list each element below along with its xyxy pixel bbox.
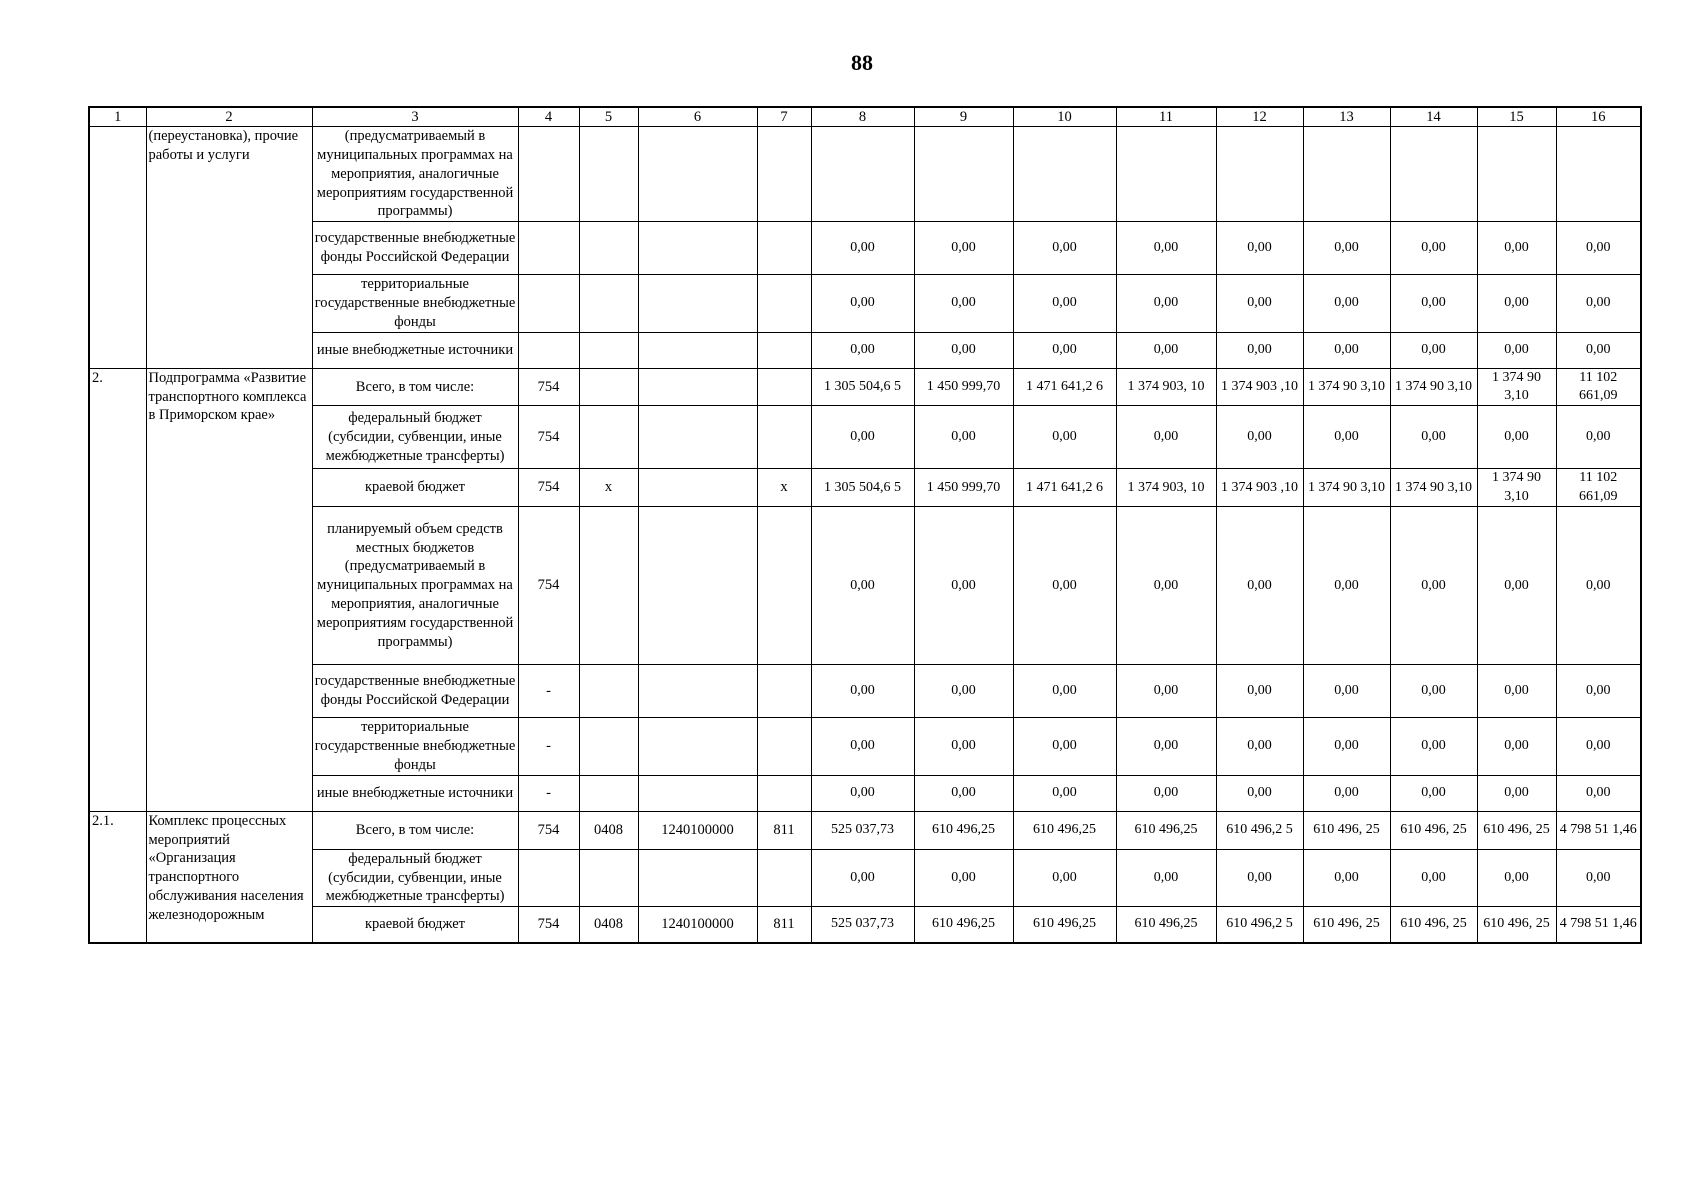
subprogram-name: Подпрограмма «Развитие транспортного комплекса в Приморском крае» — [146, 368, 312, 811]
table-row — [89, 507, 1641, 665]
value-cell: 0,00 — [811, 718, 914, 776]
target-code — [638, 718, 757, 776]
ministry-code: 754 — [518, 368, 579, 405]
expense-type-code — [757, 368, 811, 405]
expense-type-code: 811 — [757, 907, 811, 943]
target-code — [638, 849, 757, 907]
section-code — [579, 406, 638, 469]
value-cell: 0,00 — [914, 849, 1013, 907]
value-cell: 0,00 — [811, 849, 914, 907]
code-cell — [757, 127, 811, 222]
section-code — [579, 507, 638, 665]
funding-source: краевой бюджет — [312, 469, 518, 507]
value-cell — [914, 127, 1013, 222]
value-cell: 0,00 — [914, 222, 1013, 275]
target-code — [638, 507, 757, 665]
ministry-code: 754 — [518, 507, 579, 665]
value-cell: 0,00 — [1477, 665, 1556, 718]
value-cell: 525 037,73 — [811, 907, 914, 943]
value-cell: 1 471 641,2 6 — [1013, 469, 1116, 507]
value-cell: 610 496,2 5 — [1216, 907, 1303, 943]
column-header-10: 10 — [1013, 107, 1116, 127]
value-cell: 1 374 90 3,10 — [1477, 469, 1556, 507]
value-cell: 0,00 — [914, 665, 1013, 718]
value-cell: 0,00 — [1303, 775, 1390, 811]
value-cell: 0,00 — [1556, 275, 1641, 333]
expense-type-code — [757, 507, 811, 665]
value-cell: 0,00 — [1216, 332, 1303, 368]
value-cell: 1 374 90 3,10 — [1390, 469, 1477, 507]
value-cell: 0,00 — [1390, 507, 1477, 665]
value-cell: 0,00 — [1013, 507, 1116, 665]
value-cell: 11 102 661,09 — [1556, 469, 1641, 507]
value-cell: 610 496, 25 — [1303, 907, 1390, 943]
table-row — [89, 718, 1641, 776]
section-code — [579, 718, 638, 776]
ministry-code: 754 — [518, 469, 579, 507]
value-cell — [1390, 127, 1477, 222]
ministry-code: - — [518, 718, 579, 776]
ministry-code: 754 — [518, 907, 579, 943]
value-cell: 0,00 — [1216, 222, 1303, 275]
ministry-code: 754 — [518, 811, 579, 849]
value-cell: 0,00 — [1390, 665, 1477, 718]
value-cell: 0,00 — [1216, 718, 1303, 776]
funding-source: федеральный бюджет (субсидии, субвенции, иные межбюджетные трансферты) — [312, 849, 518, 907]
value-cell: 0,00 — [1390, 332, 1477, 368]
code-cell — [579, 332, 638, 368]
value-cell: 0,00 — [1013, 775, 1116, 811]
value-cell — [1556, 127, 1641, 222]
expense-type-code — [757, 718, 811, 776]
ministry-code: - — [518, 775, 579, 811]
value-cell: 0,00 — [1116, 849, 1216, 907]
complex-number: 2.1. — [89, 811, 146, 943]
budget-table — [88, 106, 1642, 944]
table-row — [89, 127, 1641, 222]
column-header-2: 2 — [146, 107, 312, 127]
value-cell: 0,00 — [811, 222, 914, 275]
expense-type-code — [757, 665, 811, 718]
table-row — [89, 665, 1641, 718]
value-cell: 0,00 — [811, 332, 914, 368]
code-cell — [579, 127, 638, 222]
value-cell — [1116, 127, 1216, 222]
value-cell: 0,00 — [1556, 406, 1641, 469]
value-cell — [1216, 127, 1303, 222]
measure-name: (переустановка), прочие работы и услуги — [146, 127, 312, 369]
section-code: х — [579, 469, 638, 507]
code-cell — [757, 275, 811, 333]
table-row — [89, 222, 1641, 275]
value-cell: 1 305 504,6 5 — [811, 469, 914, 507]
value-cell: 0,00 — [1477, 406, 1556, 469]
value-cell: 0,00 — [1216, 275, 1303, 333]
value-cell: 0,00 — [1216, 406, 1303, 469]
value-cell: 0,00 — [1556, 849, 1641, 907]
target-code — [638, 775, 757, 811]
code-cell — [757, 332, 811, 368]
value-cell: 0,00 — [1013, 849, 1116, 907]
page-number: 88 — [851, 50, 873, 75]
value-cell: 0,00 — [1477, 507, 1556, 665]
complex-name: Комплекс процессных мероприятий «Организация транспортного обслуживания населения железнодорожным — [146, 811, 312, 943]
value-cell — [1303, 127, 1390, 222]
value-cell: 0,00 — [811, 507, 914, 665]
value-cell: 0,00 — [1013, 665, 1116, 718]
value-cell: 0,00 — [1477, 775, 1556, 811]
value-cell: 0,00 — [914, 332, 1013, 368]
section-code — [579, 368, 638, 405]
value-cell: 0,00 — [1556, 332, 1641, 368]
value-cell: 0,00 — [1013, 718, 1116, 776]
value-cell: 0,00 — [914, 275, 1013, 333]
target-code — [638, 406, 757, 469]
row-number — [89, 127, 146, 369]
funding-source: территориальные государственные внебюджетные фонды — [312, 275, 518, 333]
value-cell: 0,00 — [1390, 275, 1477, 333]
funding-source: государственные внебюджетные фонды Российской Федерации — [312, 665, 518, 718]
value-cell: 1 374 903 ,10 — [1216, 368, 1303, 405]
value-cell: 0,00 — [1013, 332, 1116, 368]
column-header-13: 13 — [1303, 107, 1390, 127]
value-cell: 0,00 — [811, 775, 914, 811]
value-cell: 4 798 51 1,46 — [1556, 907, 1641, 943]
value-cell: 0,00 — [1216, 775, 1303, 811]
header-row — [89, 107, 1641, 127]
funding-source: краевой бюджет — [312, 907, 518, 943]
section-code — [579, 665, 638, 718]
funding-source: территориальные государственные внебюджетные фонды — [312, 718, 518, 776]
column-header-4: 4 — [518, 107, 579, 127]
section-code — [579, 849, 638, 907]
expense-type-code: х — [757, 469, 811, 507]
column-header-14: 14 — [1390, 107, 1477, 127]
value-cell: 0,00 — [1477, 222, 1556, 275]
value-cell: 0,00 — [1116, 406, 1216, 469]
value-cell: 0,00 — [1303, 406, 1390, 469]
funding-source: Всего, в том числе: — [312, 811, 518, 849]
value-cell: 0,00 — [914, 775, 1013, 811]
funding-source: федеральный бюджет (субсидии, субвенции, иные межбюджетные трансферты) — [312, 406, 518, 469]
code-cell — [638, 275, 757, 333]
ministry-code: 754 — [518, 406, 579, 469]
value-cell: 0,00 — [1477, 275, 1556, 333]
value-cell: 1 450 999,70 — [914, 469, 1013, 507]
value-cell: 0,00 — [1390, 406, 1477, 469]
value-cell — [1013, 127, 1116, 222]
value-cell: 0,00 — [1303, 849, 1390, 907]
value-cell: 0,00 — [811, 665, 914, 718]
section-code — [579, 775, 638, 811]
ministry-code — [518, 849, 579, 907]
value-cell: 0,00 — [1303, 332, 1390, 368]
value-cell: 0,00 — [914, 507, 1013, 665]
value-cell — [1477, 127, 1556, 222]
value-cell: 1 374 903 ,10 — [1216, 469, 1303, 507]
code-cell — [579, 275, 638, 333]
value-cell: 1 471 641,2 6 — [1013, 368, 1116, 405]
code-cell — [757, 222, 811, 275]
funding-source: иные внебюджетные источники — [312, 332, 518, 368]
expense-type-code: 811 — [757, 811, 811, 849]
target-code: 1240100000 — [638, 811, 757, 849]
value-cell: 0,00 — [1116, 718, 1216, 776]
column-header-12: 12 — [1216, 107, 1303, 127]
code-cell — [518, 332, 579, 368]
column-header-1: 1 — [89, 107, 146, 127]
value-cell: 610 496,25 — [1013, 811, 1116, 849]
column-header-15: 15 — [1477, 107, 1556, 127]
value-cell: 0,00 — [1303, 275, 1390, 333]
value-cell: 0,00 — [1116, 332, 1216, 368]
value-cell: 0,00 — [914, 406, 1013, 469]
funding-source: Всего, в том числе: — [312, 368, 518, 405]
value-cell: 1 374 90 3,10 — [1477, 368, 1556, 405]
code-cell — [638, 332, 757, 368]
code-cell — [518, 127, 579, 222]
column-header-16: 16 — [1556, 107, 1641, 127]
value-cell: 0,00 — [1303, 222, 1390, 275]
section-code: 0408 — [579, 811, 638, 849]
column-header-11: 11 — [1116, 107, 1216, 127]
value-cell: 0,00 — [1477, 332, 1556, 368]
table-row — [89, 849, 1641, 907]
value-cell: 0,00 — [1216, 665, 1303, 718]
value-cell: 0,00 — [1556, 718, 1641, 776]
value-cell: 0,00 — [1116, 275, 1216, 333]
value-cell: 1 374 903, 10 — [1116, 368, 1216, 405]
column-header-5: 5 — [579, 107, 638, 127]
code-cell — [518, 275, 579, 333]
table-row — [89, 275, 1641, 333]
table-row — [89, 775, 1641, 811]
value-cell: 4 798 51 1,46 — [1556, 811, 1641, 849]
expense-type-code — [757, 849, 811, 907]
value-cell: 610 496,25 — [1013, 907, 1116, 943]
value-cell: 0,00 — [1013, 275, 1116, 333]
value-cell: 0,00 — [1116, 222, 1216, 275]
column-header-9: 9 — [914, 107, 1013, 127]
table-row — [89, 907, 1641, 943]
value-cell: 0,00 — [1477, 718, 1556, 776]
value-cell: 0,00 — [1556, 665, 1641, 718]
code-cell — [579, 222, 638, 275]
value-cell: 1 374 90 3,10 — [1390, 368, 1477, 405]
expense-type-code — [757, 775, 811, 811]
value-cell: 0,00 — [1303, 507, 1390, 665]
value-cell: 0,00 — [811, 406, 914, 469]
value-cell: 610 496, 25 — [1390, 907, 1477, 943]
value-cell: 0,00 — [1216, 849, 1303, 907]
section-code: 0408 — [579, 907, 638, 943]
subprogram-number: 2. — [89, 368, 146, 811]
table-row — [89, 406, 1641, 469]
value-cell: 0,00 — [1116, 775, 1216, 811]
code-cell — [638, 222, 757, 275]
value-cell: 0,00 — [1556, 775, 1641, 811]
target-code — [638, 469, 757, 507]
value-cell: 0,00 — [1303, 718, 1390, 776]
value-cell: 0,00 — [1390, 849, 1477, 907]
value-cell: 0,00 — [1556, 507, 1641, 665]
table-row — [89, 332, 1641, 368]
value-cell: 610 496,25 — [914, 811, 1013, 849]
table-row — [89, 368, 1641, 405]
value-cell: 0,00 — [1303, 665, 1390, 718]
column-header-8: 8 — [811, 107, 914, 127]
value-cell: 1 374 90 3,10 — [1303, 368, 1390, 405]
target-code — [638, 368, 757, 405]
funding-source: планируемый объем средств местных бюджетов (предусматриваемый в муниципальных программах на мероприятия, аналогичные мероприятиям государственной программы) — [312, 507, 518, 665]
value-cell: 610 496,25 — [1116, 811, 1216, 849]
funding-source: (предусматриваемый в муниципальных программах на мероприятия, аналогичные мероприятиям государственной программы) — [312, 127, 518, 222]
value-cell: 0,00 — [1116, 665, 1216, 718]
table-row — [89, 811, 1641, 849]
target-code — [638, 665, 757, 718]
value-cell: 0,00 — [1477, 849, 1556, 907]
value-cell: 610 496,25 — [914, 907, 1013, 943]
code-cell — [518, 222, 579, 275]
table-row — [89, 469, 1641, 507]
value-cell: 610 496, 25 — [1303, 811, 1390, 849]
value-cell — [811, 127, 914, 222]
column-header-7: 7 — [757, 107, 811, 127]
value-cell: 610 496, 25 — [1477, 811, 1556, 849]
value-cell: 0,00 — [1556, 222, 1641, 275]
value-cell: 0,00 — [1390, 775, 1477, 811]
value-cell: 0,00 — [1216, 507, 1303, 665]
value-cell: 11 102 661,09 — [1556, 368, 1641, 405]
value-cell: 1 374 903, 10 — [1116, 469, 1216, 507]
value-cell: 0,00 — [914, 718, 1013, 776]
funding-source: государственные внебюджетные фонды Российской Федерации — [312, 222, 518, 275]
expense-type-code — [757, 406, 811, 469]
value-cell: 610 496, 25 — [1477, 907, 1556, 943]
value-cell: 0,00 — [1390, 718, 1477, 776]
ministry-code: - — [518, 665, 579, 718]
value-cell: 0,00 — [811, 275, 914, 333]
column-header-6: 6 — [638, 107, 757, 127]
value-cell: 610 496,2 5 — [1216, 811, 1303, 849]
value-cell: 1 305 504,6 5 — [811, 368, 914, 405]
value-cell: 0,00 — [1390, 222, 1477, 275]
value-cell: 1 374 90 3,10 — [1303, 469, 1390, 507]
column-header-3: 3 — [312, 107, 518, 127]
value-cell: 0,00 — [1013, 406, 1116, 469]
value-cell: 0,00 — [1013, 222, 1116, 275]
funding-source: иные внебюджетные источники — [312, 775, 518, 811]
value-cell: 0,00 — [1116, 507, 1216, 665]
target-code: 1240100000 — [638, 907, 757, 943]
value-cell: 525 037,73 — [811, 811, 914, 849]
value-cell: 1 450 999,70 — [914, 368, 1013, 405]
value-cell: 610 496,25 — [1116, 907, 1216, 943]
value-cell: 610 496, 25 — [1390, 811, 1477, 849]
code-cell — [638, 127, 757, 222]
